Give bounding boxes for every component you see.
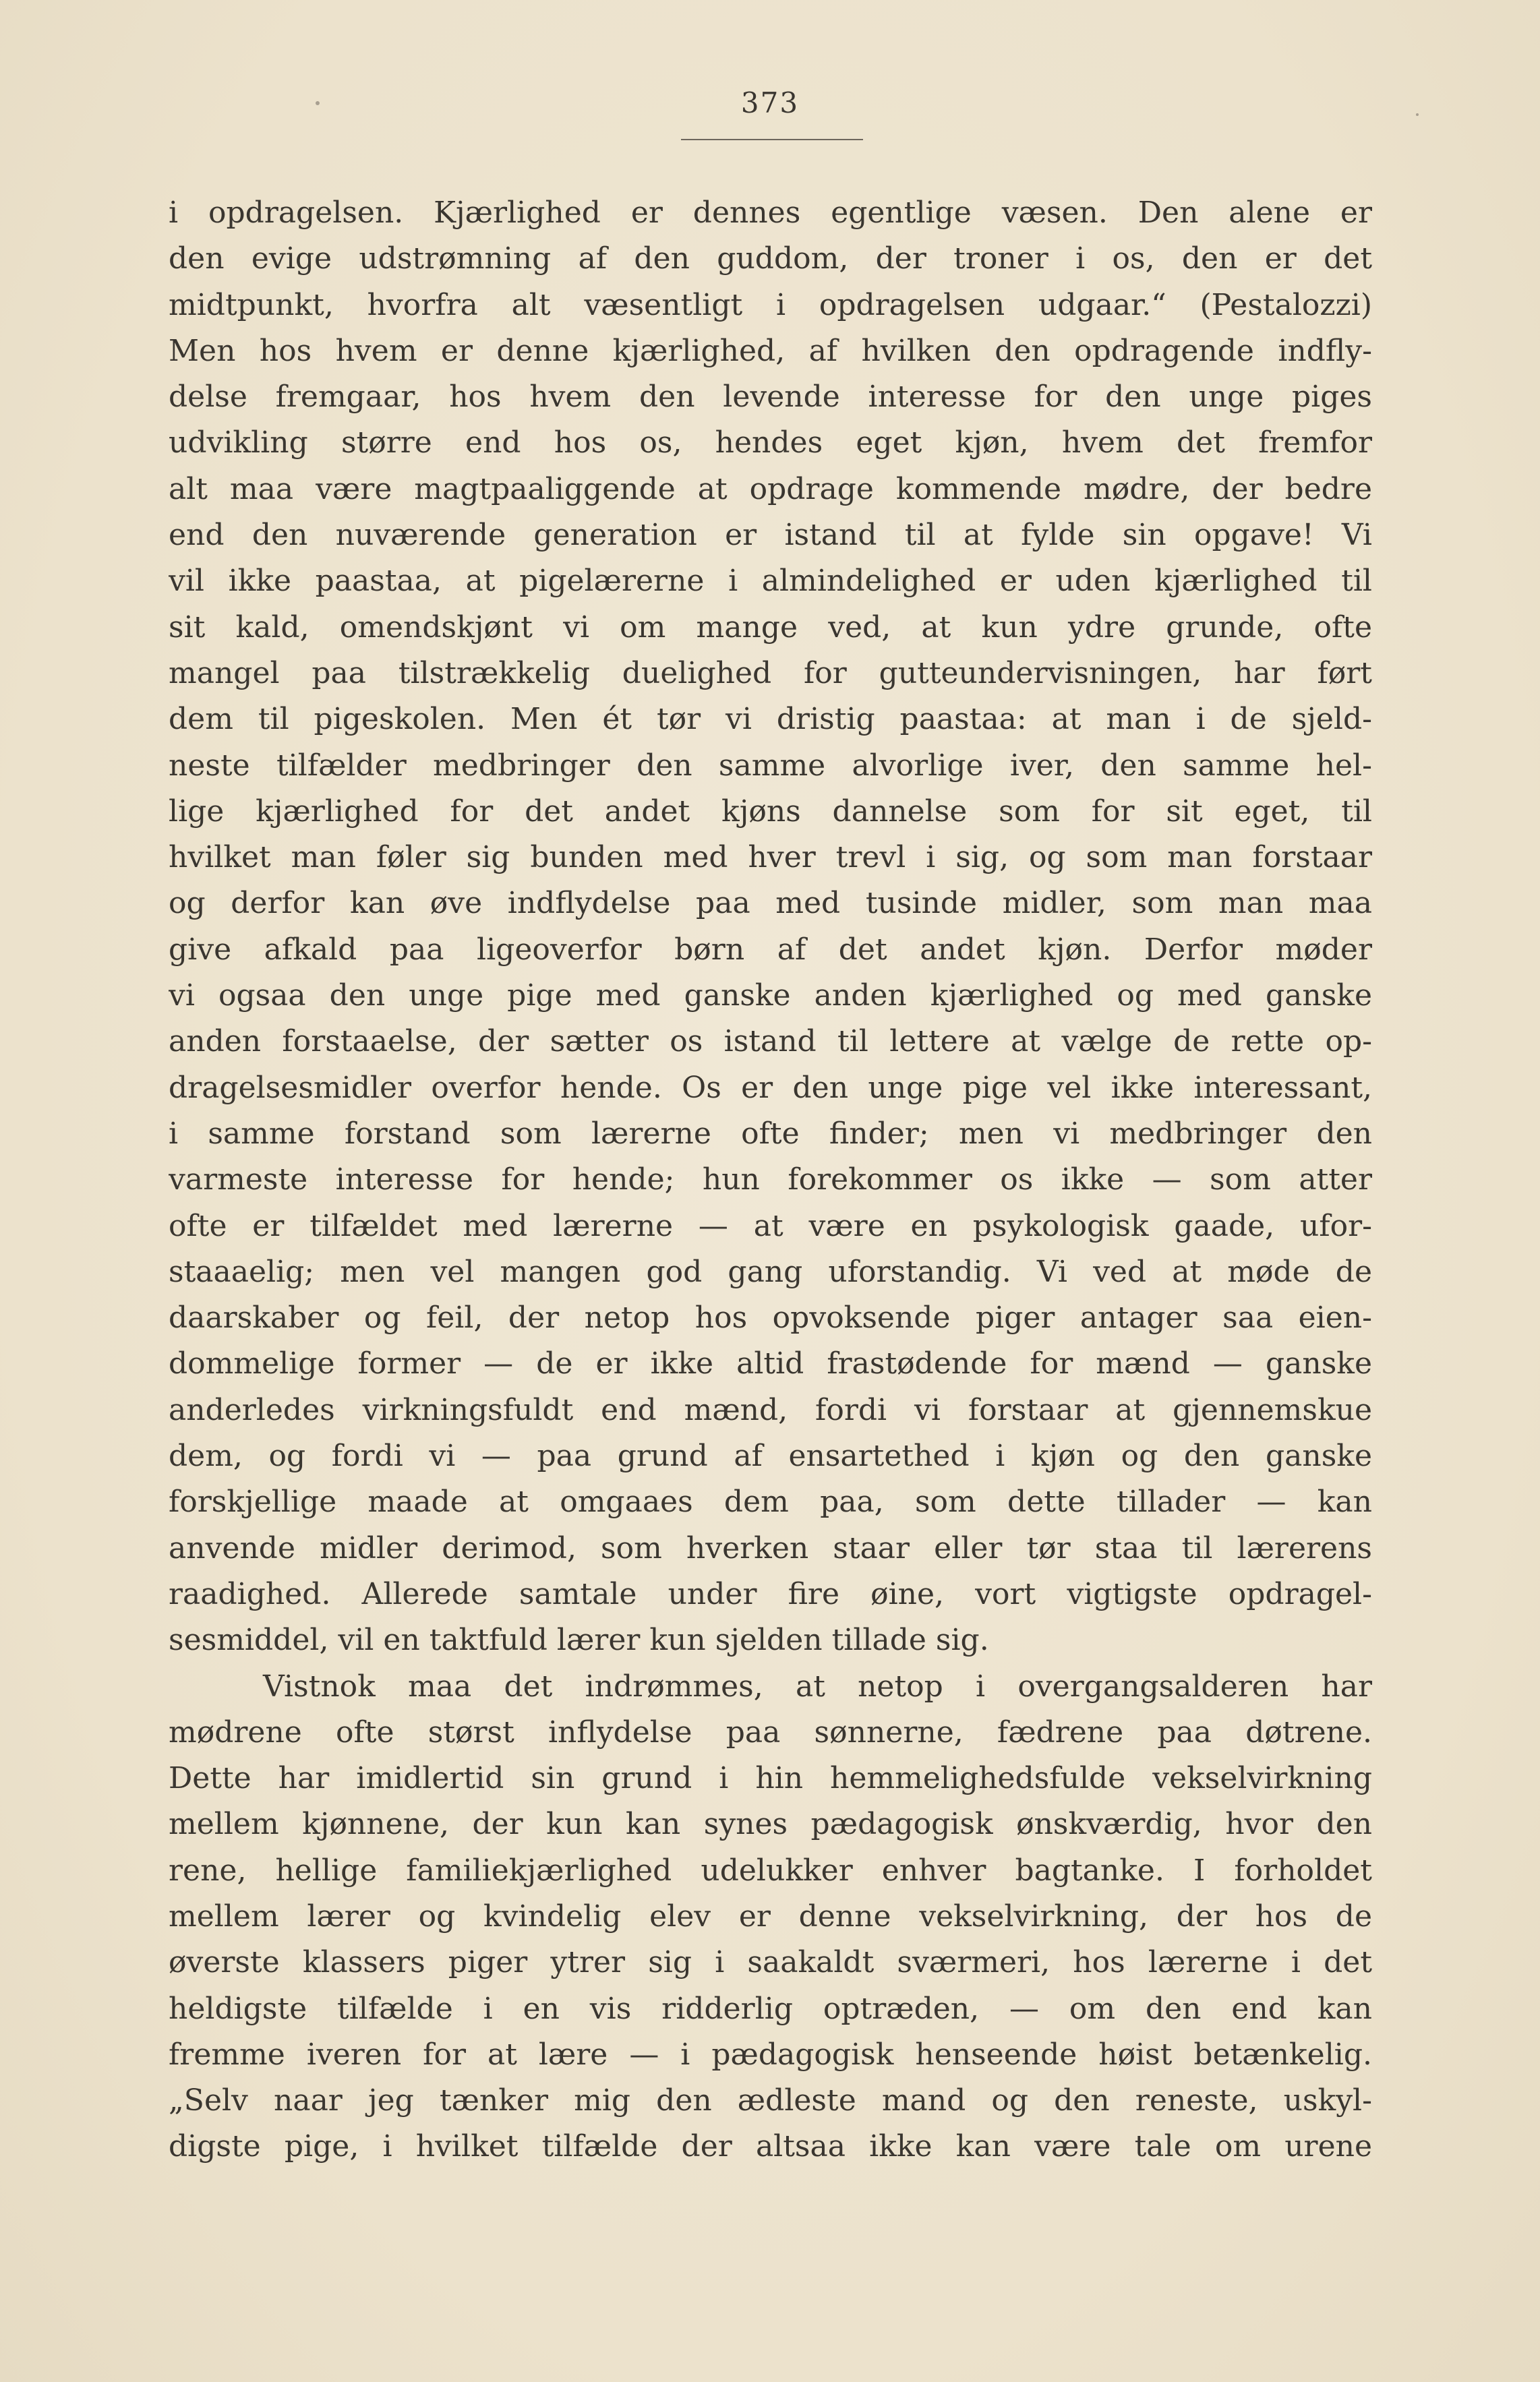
text-line: daarskaber og feil, der netop hos opvoksende piger antager saa eien- bbox=[169, 1301, 1372, 1336]
text-line: dem, og fordi vi — paa grund af ensartethed i kjøn og den ganske bbox=[169, 1439, 1372, 1474]
text-line: rene, hellige familiekjærlighed udelukker enhver bagtanke. I forholdet bbox=[169, 1853, 1372, 1888]
text-line: delse fremgaar, hos hvem den levende interesse for den unge piges bbox=[169, 380, 1372, 415]
text-line: staaaelig; men vel mangen god gang uforstandig. Vi ved at møde de bbox=[169, 1254, 1372, 1289]
text-line: Dette har imidlertid sin grund i hin hemmelighedsfulde vekselvirkning bbox=[169, 1761, 1372, 1796]
text-line: heldigste tilfælde i en vis ridderlig optræden, — om den end kan bbox=[169, 1991, 1372, 2026]
text-line: vi ogsaa den unge pige med ganske anden kjærlighed og med ganske bbox=[169, 978, 1372, 1013]
text-line: øverste klassers piger ytrer sig i saakaldt sværmeri, hos lærerne i det bbox=[169, 1945, 1372, 1980]
text-line: give afkald paa ligeoverfor børn af det andet kjøn. Derfor møder bbox=[169, 932, 1372, 967]
text-line: „Selv naar jeg tænker mig den ædleste mand og den reneste, uskyl- bbox=[169, 2083, 1372, 2118]
text-line: og derfor kan øve indflydelse paa med tusinde midler, som man maa bbox=[169, 886, 1372, 921]
text-line: anderledes virkningsfuldt end mænd, fordi vi forstaar at gjennemskue bbox=[169, 1392, 1372, 1427]
text-line: sit kald, omendskjønt vi om mange ved, at kun ydre grunde, ofte bbox=[169, 609, 1372, 645]
text-line: Vistnok maa det indrømmes, at netop i overgangsalderen har bbox=[263, 1669, 1372, 1704]
text-line: mellem kjønnene, der kun kan synes pædagogisk ønskværdig, hvor den bbox=[169, 1807, 1372, 1842]
text-line: midtpunkt, hvorfra alt væsentligt i opdragelsen udgaar.“ (Pestalozzi) bbox=[169, 287, 1372, 322]
text-line: lige kjærlighed for det andet kjøns dannelse som for sit eget, til bbox=[169, 794, 1372, 829]
text-line: vil ikke paastaa, at pigelærerne i almindelighed er uden kjærlighed til bbox=[169, 564, 1372, 599]
page-number: 373 bbox=[740, 86, 800, 119]
text-line: fremme iveren for at lære — i pædagogisk henseende høist betænkelig. bbox=[169, 2037, 1372, 2072]
body-text bbox=[169, 190, 1372, 2170]
text-line: digste pige, i hvilket tilfælde der altsaa ikke kan være tale om urene bbox=[169, 2129, 1372, 2164]
text-line: mødrene ofte størst inflydelse paa sønnerne, fædrene paa døtrene. bbox=[169, 1715, 1372, 1750]
text-line: anden forstaaelse, der sætter os istand til lettere at vælge de rette op- bbox=[169, 1024, 1372, 1059]
text-line: dommelige former — de er ikke altid frastødende for mænd — ganske bbox=[169, 1346, 1372, 1381]
text-line: mangel paa tilstrækkelig duelighed for gutteundervisningen, har ført bbox=[169, 655, 1372, 690]
text-line: anvende midler derimod, som hverken staar eller tør staa til lærerens bbox=[169, 1530, 1372, 1566]
text-line: varmeste interesse for hende; hun forekommer os ikke — som atter bbox=[169, 1162, 1372, 1197]
text-line: end den nuværende generation er istand til at fylde sin opgave! Vi bbox=[169, 518, 1372, 553]
text-line: mellem lærer og kvindelig elev er denne vekselvirkning, der hos de bbox=[169, 1899, 1372, 1934]
page-number-rule bbox=[681, 139, 863, 140]
text-line: raadighed. Allerede samtale under fire øine, vort vigtigste opdragel- bbox=[169, 1576, 1372, 1611]
text-line: udvikling større end hos os, hendes eget kjøn, hvem det fremfor bbox=[169, 425, 1372, 460]
paper-speck bbox=[1416, 113, 1419, 116]
text-line: alt maa være magtpaaliggende at opdrage kommende mødre, der bedre bbox=[169, 471, 1372, 506]
text-line: sesmiddel, vil en taktfuld lærer kun sjelden tillade sig. bbox=[169, 1623, 989, 1658]
text-line: forskjellige maade at omgaaes dem paa, som dette tillader — kan bbox=[169, 1485, 1372, 1520]
text-line: neste tilfælder medbringer den samme alvorlige iver, den samme hel- bbox=[169, 748, 1372, 783]
text-line: ofte er tilfældet med lærerne — at være en psykologisk gaade, ufor- bbox=[169, 1208, 1372, 1243]
text-line: i samme forstand som lærerne ofte finder; men vi medbringer den bbox=[169, 1116, 1372, 1151]
text-line: i opdragelsen. Kjærlighed er dennes egentlige væsen. Den alene er bbox=[169, 196, 1372, 230]
text-line: den evige udstrømning af den guddom, der troner i os, den er det bbox=[169, 241, 1372, 276]
paper-speck bbox=[316, 101, 320, 105]
text-line: dem til pigeskolen. Men ét tør vi dristig paastaa: at man i de sjeld- bbox=[169, 702, 1372, 737]
text-line: dragelsesmidler overfor hende. Os er den unge pige vel ikke interessant, bbox=[169, 1070, 1372, 1105]
text-line: hvilket man føler sig bunden med hver trevl i sig, og som man forstaar bbox=[169, 840, 1372, 875]
text-line: Men hos hvem er denne kjærlighed, af hvilken den opdragende indfly- bbox=[169, 333, 1372, 368]
